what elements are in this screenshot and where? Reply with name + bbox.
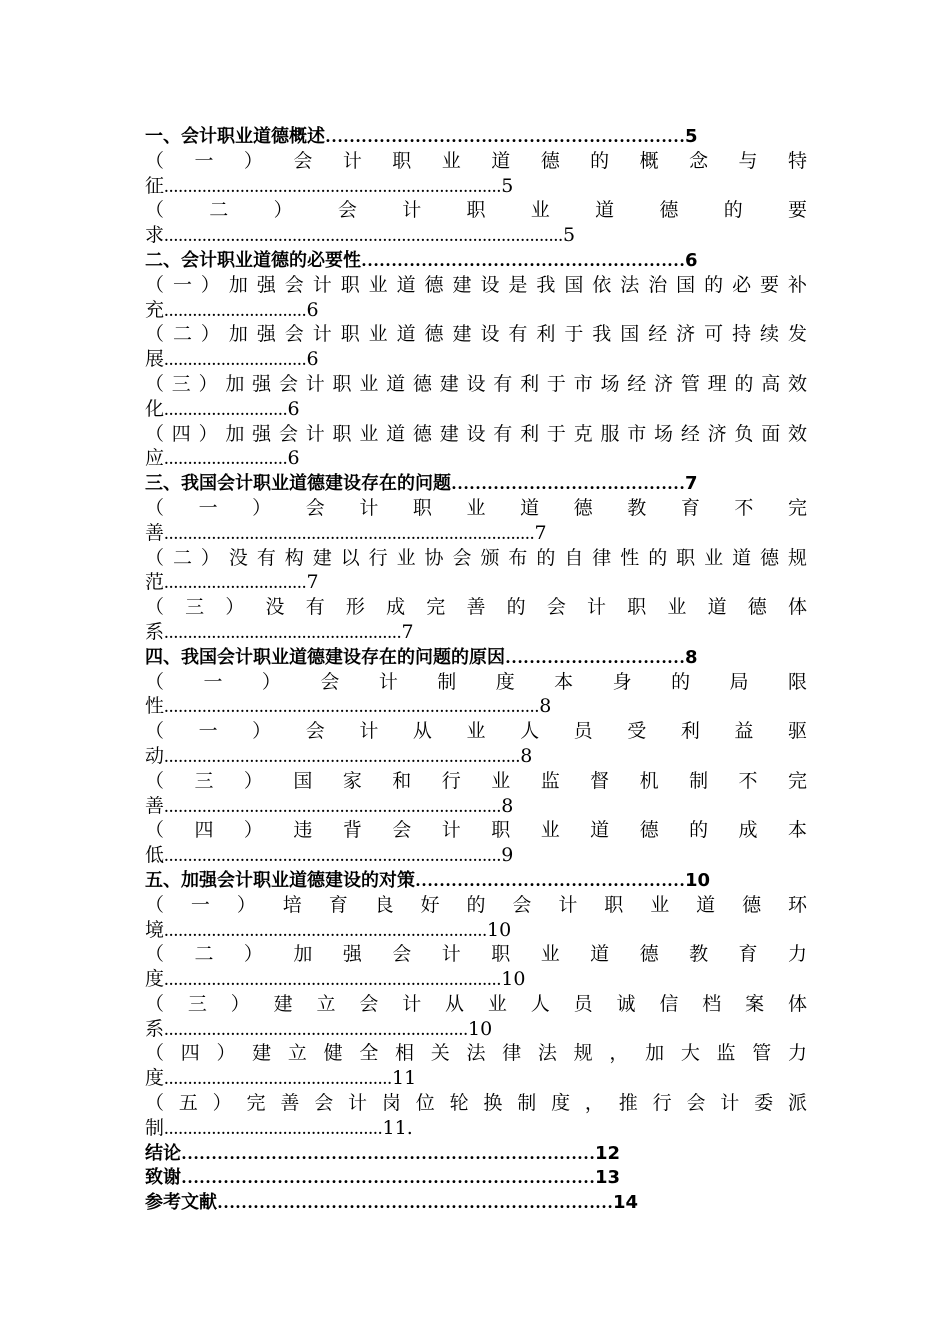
toc-entry-label: （ 二 ） 加 强 会 计 职 业 道 德 教 育 力 (145, 943, 807, 966)
toc-entry-label: 度 (145, 1067, 165, 1090)
toc-entry-label: 化 (145, 397, 165, 420)
toc-entry-text (145, 769, 807, 794)
toc-heading-entry (145, 248, 807, 273)
toc-entry-label: 二、会计职业道德的必要性 (145, 249, 361, 271)
page-number: 6 (287, 397, 300, 420)
dot-leader: .................................................. (164, 621, 402, 643)
toc-entry-continuation (145, 918, 807, 943)
toc-entry-label: 性 (145, 695, 165, 718)
toc-entry-text (145, 149, 807, 174)
dot-leader: ……………………………………… (415, 869, 685, 890)
toc-entry-label: 应 (145, 447, 165, 470)
toc-entry-label: 结论 (145, 1142, 181, 1164)
page-number: 8 (539, 695, 552, 718)
dot-leader: .............................. (164, 349, 307, 371)
toc-entry-label: 制 (145, 1116, 165, 1139)
page-number: 14 (613, 1192, 639, 1214)
toc-entry-continuation (145, 843, 807, 868)
toc-entry-label: 系 (145, 1017, 165, 1040)
toc-entry-label: （二）没有构建以行业协会颁布的自律性的职业道德规 (145, 546, 807, 569)
toc-entry-continuation (145, 223, 807, 248)
toc-heading-entry (145, 1165, 807, 1190)
toc-entry-continuation (145, 1116, 807, 1141)
toc-entry-label: 求 (145, 224, 165, 247)
toc-entry-label: 征 (145, 174, 165, 197)
dot-leader: ……………………………………………… (361, 249, 685, 270)
page-number: 8 (520, 744, 533, 767)
toc-entry-continuation (145, 794, 807, 819)
page-number: 7 (685, 473, 698, 495)
toc-entry-continuation (145, 521, 807, 546)
dot-leader: …………………………………………………………… (181, 1142, 595, 1163)
toc-entry-label: （三）加强会计职业道德建设有利于市场经济管理的高效 (145, 372, 807, 395)
dot-leader: .......................... (164, 448, 288, 470)
dot-leader: ………………………………… (451, 473, 685, 494)
dot-leader: ………………………… (505, 646, 685, 667)
page-number: 10 (468, 1017, 493, 1040)
toc-entry-label: 动 (145, 744, 165, 767)
dot-leader: ....................................................................... (164, 175, 502, 197)
toc-heading-entry (145, 471, 807, 496)
toc-entry-label: （ 二 ） 会 计 职 业 道 德 的 要 (145, 199, 807, 222)
page-number: 5 (685, 126, 698, 147)
toc-entry-label: 三、我国会计职业道德建设存在的问题 (145, 473, 451, 495)
dot-leader: ............................................................................... (164, 696, 540, 718)
toc-heading-entry (145, 645, 807, 670)
toc-entry-label: 四、我国会计职业道德建设存在的问题的原因 (145, 646, 505, 668)
toc-entry-label: （ 三 ） 没 有 形 成 完 善 的 会 计 职 业 道 德 体 (145, 596, 807, 619)
toc-entry-label: 一、会计职业道德概述 (145, 126, 325, 147)
toc-entry-continuation (145, 694, 807, 719)
dot-leader: …………………………………………………………… (181, 1167, 595, 1188)
toc-entry-text (145, 818, 807, 843)
toc-entry-continuation (145, 967, 807, 992)
page-number: 6 (685, 249, 698, 271)
toc-entry-label: （四）加强会计职业道德建设有利于克服市场经济负面效 (145, 422, 807, 445)
toc-entry-text (145, 1041, 807, 1066)
toc-entry-label: 境 (145, 918, 165, 941)
dot-leader: .......................... (164, 398, 288, 420)
toc-entry-label: （五）完善会计岗位轮换制度，推行会计委派 (145, 1092, 807, 1115)
dot-leader: ....................................................................... (164, 845, 502, 867)
table-of-contents (145, 124, 807, 1215)
toc-entry-label: 低 (145, 844, 165, 867)
page-number: 6 (306, 348, 319, 371)
page-number: 11. (382, 1116, 413, 1139)
toc-entry-label: （ 三 ） 建 立 会 计 从 业 人 员 诚 信 档 案 体 (145, 992, 807, 1015)
toc-entry-label: 善 (145, 794, 165, 817)
toc-entry-text (145, 719, 807, 744)
toc-entry-label: （ 一 ） 会 计 职 业 道 德 的 概 念 与 特 (145, 149, 807, 172)
page-number: 7 (306, 571, 319, 594)
toc-entry-continuation (145, 347, 807, 372)
toc-entry-continuation (145, 446, 807, 471)
page-number: 10 (685, 869, 711, 891)
toc-entry-label: （ 一 ） 会 计 职 业 道 德 教 育 不 完 (145, 496, 807, 519)
dot-leader: ........................................................................... (164, 745, 521, 767)
toc-heading-entry (145, 124, 807, 149)
toc-entry-label: （一）加强会计职业道德建设是我国依法治国的必要补 (145, 273, 807, 296)
toc-entry-text (145, 496, 807, 521)
page-number: 6 (287, 447, 300, 470)
page-number: 13 (595, 1167, 621, 1189)
toc-entry-text (145, 198, 807, 223)
page-number: 8 (685, 646, 698, 668)
toc-entry-continuation (145, 744, 807, 769)
toc-entry-label: 致谢 (145, 1167, 181, 1189)
toc-entry-label: 范 (145, 571, 165, 594)
toc-entry-label: 参考文献 (145, 1192, 217, 1214)
toc-entry-continuation (145, 1066, 807, 1091)
dot-leader: ………………………………………………………… (217, 1192, 613, 1213)
page-number: 8 (501, 794, 514, 817)
dot-leader: .............................. (164, 299, 307, 321)
page-number: 5 (501, 174, 514, 197)
toc-entry-label: 度 (145, 968, 165, 991)
page-number: 10 (501, 968, 526, 991)
toc-entry-text (145, 322, 807, 347)
toc-entry-continuation (145, 570, 807, 595)
toc-heading-entry (145, 1190, 807, 1215)
toc-entry-continuation (145, 620, 807, 645)
dot-leader: .............................................. (164, 1117, 383, 1139)
toc-entry-continuation (145, 1017, 807, 1042)
toc-entry-text (145, 942, 807, 967)
toc-entry-label: （ 一 ） 会 计 从 业 人 员 受 利 益 驱 (145, 720, 807, 743)
toc-entry-text (145, 372, 807, 397)
toc-entry-continuation (145, 298, 807, 323)
toc-entry-text (145, 893, 807, 918)
dot-leader: .............................................................................. (164, 522, 535, 544)
page-number: 6 (306, 298, 319, 321)
dot-leader: ................................................ (164, 1068, 393, 1090)
toc-entry-label: （ 四 ） 违 背 会 计 职 业 道 德 的 成 本 (145, 819, 807, 842)
page-number: 7 (401, 620, 414, 643)
toc-entry-text (145, 670, 807, 695)
toc-entry-label: （ 一 ） 会 计 制 度 本 身 的 局 限 (145, 670, 807, 693)
dot-leader: .................................................................................... (164, 225, 564, 247)
toc-entry-continuation (145, 397, 807, 422)
toc-entry-text (145, 992, 807, 1017)
dot-leader: ....................................................................... (164, 969, 502, 991)
page-number: 5 (563, 224, 576, 247)
dot-leader: …………………………………………………… (325, 126, 685, 146)
toc-entry-label: （ 一 ） 培 育 良 好 的 会 计 职 业 道 德 环 (145, 893, 807, 916)
page-number: 12 (595, 1142, 621, 1164)
toc-entry-label: （四）建立健全相关法律法规，加大监管力 (145, 1042, 807, 1065)
page-number: 11 (392, 1067, 417, 1090)
toc-heading-entry (145, 868, 807, 893)
toc-entry-label: 展 (145, 348, 165, 371)
dot-leader: ................................................................ (164, 1018, 469, 1040)
toc-entry-label: 五、加强会计职业道德建设的对策 (145, 869, 415, 891)
toc-entry-label: 善 (145, 521, 165, 544)
toc-entry-label: 系 (145, 620, 165, 643)
page-number: 7 (534, 521, 547, 544)
page-number: 10 (487, 918, 512, 941)
toc-entry-continuation (145, 174, 807, 199)
toc-entry-label: 充 (145, 298, 165, 321)
toc-entry-label: （二）加强会计职业道德建设有利于我国经济可持续发 (145, 323, 807, 346)
dot-leader: ....................................................................... (164, 795, 502, 817)
toc-entry-text (145, 422, 807, 447)
toc-entry-text (145, 546, 807, 571)
page-number: 9 (501, 844, 514, 867)
dot-leader: .................................................................... (164, 919, 488, 941)
toc-entry-label: （ 三 ） 国 家 和 行 业 监 督 机 制 不 完 (145, 769, 807, 792)
toc-entry-text (145, 273, 807, 298)
toc-heading-entry (145, 1141, 807, 1166)
dot-leader: .............................. (164, 572, 307, 594)
toc-entry-text (145, 595, 807, 620)
toc-entry-text (145, 1091, 807, 1116)
